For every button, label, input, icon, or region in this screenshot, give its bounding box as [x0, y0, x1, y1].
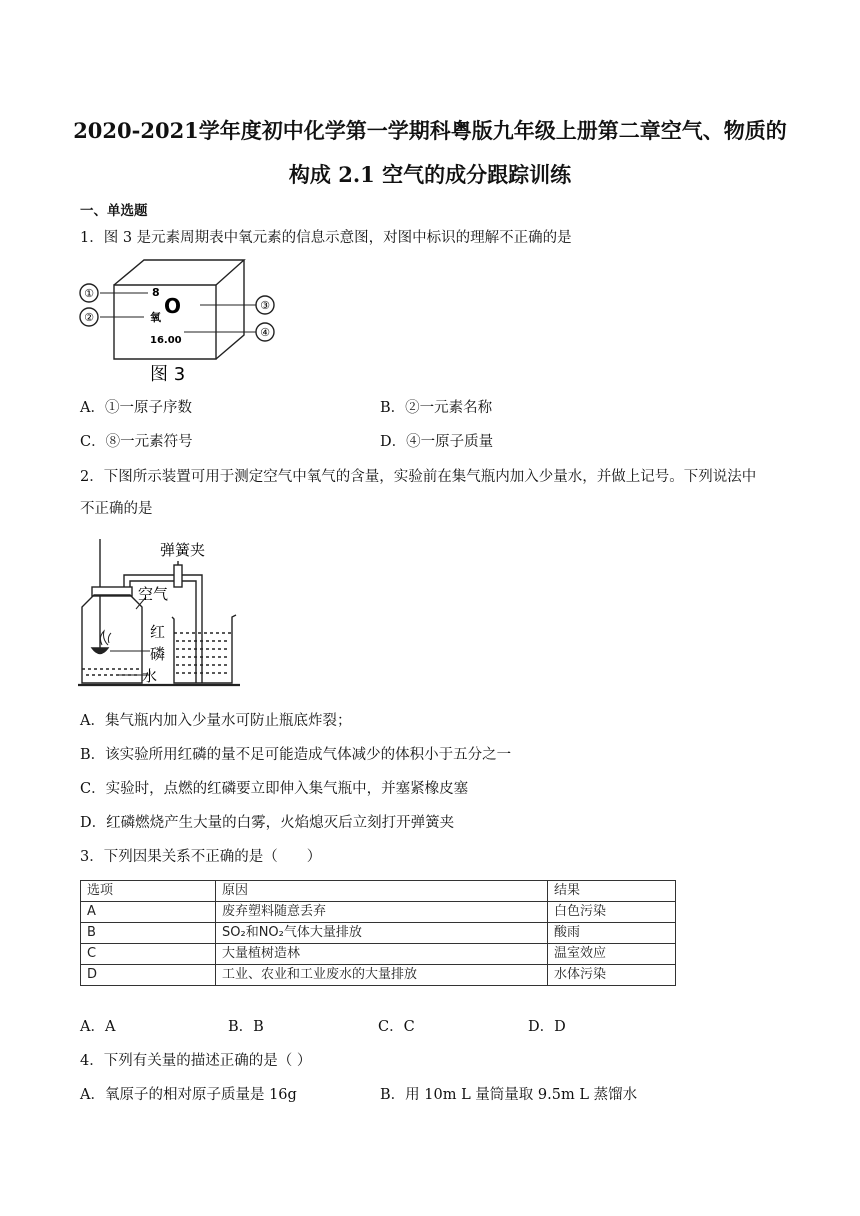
- cell-cause: SO₂和NO₂气体大量排放: [216, 923, 548, 944]
- q2-stem-line1: 2．下图所示装置可用于测定空气中氧气的含量，实验前在集气瓶内加入少量水，并做上记号。下列说法中: [80, 469, 757, 485]
- cube-top: [114, 260, 244, 285]
- label-spring-clip: 弹簧夹: [160, 541, 206, 559]
- cell-option: A: [81, 902, 216, 923]
- atomic-number: 8: [152, 286, 160, 299]
- cell-option: B: [81, 923, 216, 944]
- q2-option-c: C．实验时，点燃的红磷要立即伸入集气瓶中，并塞紧橡皮塞: [80, 781, 469, 797]
- table-row: [81, 944, 676, 965]
- marker-3: ③: [260, 299, 270, 312]
- cell-result: 温室效应: [548, 944, 676, 965]
- q2-option-b: B．该实验所用红磷的量不足可能造成气体减少的体积小于五分之一: [80, 747, 512, 763]
- cube-side: [216, 260, 244, 359]
- table-row: [81, 923, 676, 944]
- q3-option-c: C．C: [378, 1019, 415, 1035]
- figure-caption: 图 3: [150, 364, 186, 385]
- cause-effect-table: [80, 880, 676, 994]
- label-water: 水: [142, 667, 158, 685]
- q4-stem: 4．下列有关量的描述正确的是（ ）: [80, 1053, 312, 1069]
- cell-result: 白色污染: [548, 902, 676, 923]
- table-row: [81, 902, 676, 923]
- cell-option: D: [81, 965, 216, 986]
- q3-option-a: A．A: [80, 1019, 116, 1035]
- element-symbol: O: [164, 294, 182, 318]
- cell-result: 水体污染: [548, 965, 676, 986]
- q3-option-d: D．D: [528, 1019, 566, 1035]
- header-option: 选项: [81, 881, 216, 902]
- label-red-1: 红: [150, 623, 166, 641]
- q4-option-b: B．用 10m L 量筒量取 9.5m L 蒸馏水: [380, 1087, 638, 1103]
- q1-option-c: C．⑧一元素符号: [80, 434, 193, 450]
- q1-stem: 1．图 3 是元素周期表中氧元素的信息示意图，对图中标识的理解不正确的是: [80, 230, 572, 246]
- q3-stem: 3．下列因果关系不正确的是（ ）: [80, 849, 322, 865]
- cell-result: 酸雨: [548, 923, 676, 944]
- cell-cause: 废弃塑料随意丢弃: [216, 902, 548, 923]
- doc-title-line2: 构成 2.1 空气的成分跟踪训练: [288, 162, 572, 187]
- table-header-row: [81, 881, 676, 902]
- cell-cause: 工业、农业和工业废水的大量排放: [216, 965, 548, 986]
- q2-apparatus-figure: [76, 535, 246, 691]
- atomic-mass: 16.00: [150, 335, 182, 346]
- cell-option: C: [81, 944, 216, 965]
- q1-option-b: B．②一元素名称: [380, 400, 493, 416]
- q2-option-d: D．红磷燃烧产生大量的白雾，火焰熄灭后立刻打开弹簧夹: [80, 815, 455, 831]
- section-heading: 一、单选题: [80, 203, 148, 219]
- doc-title-line1: 2020-2021学年度初中化学第一学期科粤版九年级上册第二章空气、物质的: [73, 118, 787, 143]
- header-cause: 原因: [216, 881, 548, 902]
- label-air: 空气: [138, 585, 169, 603]
- q4-option-a: A．氧原子的相对原子质量是 16g: [80, 1087, 297, 1103]
- q1-figure: [76, 255, 296, 385]
- q2-stem-line2: 不正确的是: [80, 501, 153, 517]
- element-name: 氧: [150, 311, 161, 324]
- marker-1: ①: [84, 287, 94, 300]
- header-result: 结果: [548, 881, 676, 902]
- cell-cause: 大量植树造林: [216, 944, 548, 965]
- q2-option-a: A．集气瓶内加入少量水可防止瓶底炸裂；: [80, 713, 352, 729]
- table-row: [81, 965, 676, 986]
- q1-option-a: A．①一原子序数: [80, 400, 192, 416]
- q1-option-d: D．④一原子质量: [380, 434, 494, 450]
- marker-2: ②: [84, 311, 94, 324]
- label-phosphorus: 磷: [150, 645, 166, 663]
- gas-jar: [82, 595, 142, 683]
- marker-4: ④: [260, 326, 270, 339]
- q3-option-b: B．B: [228, 1019, 264, 1035]
